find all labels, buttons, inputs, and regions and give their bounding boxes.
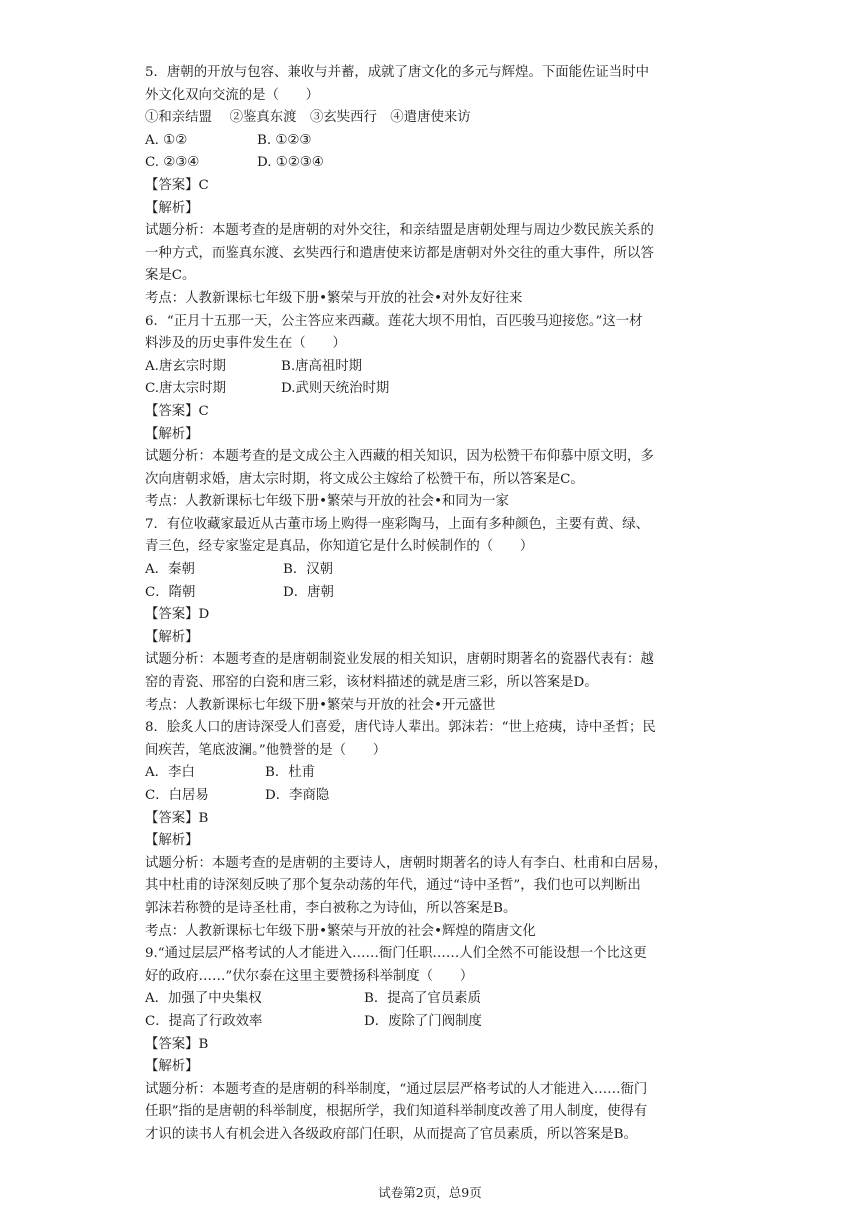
- question-stem: 间疾苦，笔底波澜。”他赞誉的是（ ）: [145, 742, 387, 758]
- analysis-text: 其中杜甫的诗深刻反映了那个复杂动荡的年代，通过“诗中圣哲”，我们也可以判断出: [145, 878, 641, 894]
- option-d: D．唐朝: [283, 584, 334, 600]
- analysis-text: 郭沫若称赞的是诗圣杜甫，李白被称之为诗仙，所以答案是B。: [145, 900, 517, 916]
- option-a: A．李白: [145, 765, 195, 781]
- option-c: C. ②③④: [145, 155, 200, 171]
- analysis-text: 试题分析：本题考查的是文成公主入西藏的相关知识，因为松赞干布仰慕中原文明，多: [145, 449, 654, 465]
- answer: 【答案】B: [145, 810, 209, 826]
- analysis-text: 窑的青瓷、邢窑的白瓷和唐三彩，该材料描述的就是唐三彩，所以答案是D。: [145, 675, 598, 691]
- kaodian: 考点：人教新课标七年级下册•繁荣与开放的社会•对外友好往来: [145, 290, 523, 306]
- option-a: A. ①②: [145, 132, 188, 148]
- question-stem: 5．唐朝的开放与包容、兼收与并蓄，成就了唐文化的多元与辉煌。下面能佐证当时中: [145, 65, 649, 80]
- analysis-text: 试题分析：本题考查的是唐朝的对外交往，和亲结盟是唐朝处理与周边少数民族关系的: [145, 223, 654, 239]
- question-7: [145, 514, 725, 717]
- option-b: B．汉朝: [283, 562, 334, 578]
- kaodian: 考点：人教新课标七年级下册•繁荣与开放的社会•开元盛世: [145, 697, 496, 713]
- question-stem: 8．脍炙人口的唐诗深受人们喜爱，唐代诗人辈出。郭沫若：“世上疮痍，诗中圣哲；民: [145, 720, 656, 736]
- question-stem: 6．“正月十五那一天，公主答应来西藏。莲花大坝不用怕，百匹骏马迎接您。”这一材: [145, 313, 643, 329]
- analysis-heading: 【解析】: [145, 833, 199, 849]
- option-row: [145, 988, 725, 1011]
- option-d: D.武则天统治时期: [281, 381, 390, 397]
- question-stem: 青三色，经专家鉴定是真品，你知道它是什么时候制作的（ ）: [145, 539, 534, 555]
- option-c: C．隋朝: [145, 584, 196, 600]
- answer: 【答案】C: [145, 403, 209, 419]
- analysis-text: 一种方式，而鉴真东渡、玄奘西行和遣唐使来访都是唐朝对外交往的重大事件，所以答: [145, 245, 654, 261]
- page-footer: 试卷第2页，总9页: [378, 1185, 482, 1200]
- analysis-heading: 【解析】: [145, 629, 199, 645]
- option-a: A．加强了中央集权: [145, 991, 262, 1007]
- option-c: C.唐太宗时期: [145, 381, 226, 397]
- option-d: D．李商隐: [265, 788, 330, 803]
- analysis-text: 次向唐朝求婚，唐太宗时期，将文成公主嫁给了松赞干布，所以答案是C。: [145, 471, 584, 487]
- option-row: [145, 1011, 725, 1034]
- question-stem: 料涉及的历史事件发生在（ ）: [145, 336, 346, 352]
- option-row: [145, 130, 725, 153]
- option-c: C．提高了行政效率: [145, 1013, 263, 1029]
- option-b: B．杜甫: [265, 765, 316, 781]
- question-6: [145, 311, 725, 514]
- option-b: B．提高了官员素质: [364, 991, 481, 1007]
- analysis-heading: 【解析】: [145, 200, 199, 216]
- analysis-text: 才识的读书人有机会进入各级政府部门任职，从而提高了官员素质，所以答案是B。: [145, 1126, 637, 1142]
- option-row: [145, 378, 725, 401]
- question-stem: 7．有位收藏家最近从古董市场上购得一座彩陶马，上面有多种颜色，主要有黄、绿、: [145, 516, 649, 532]
- question-8: [145, 717, 725, 943]
- analysis-text: 任职”指的是唐朝的科举制度，根据所学，我们知道科举制度改善了用人制度，使得有: [145, 1104, 648, 1120]
- option-row: [145, 785, 725, 808]
- analysis-text: 案是C。: [145, 268, 196, 284]
- option-d: D．废除了门阀制度: [364, 1013, 482, 1029]
- option-d: D. ①②③④: [257, 155, 324, 171]
- option-row: [145, 152, 725, 175]
- option-row: [145, 559, 725, 582]
- answer: 【答案】D: [145, 607, 210, 623]
- option-b: B. ①②③: [257, 132, 312, 148]
- option-a: A.唐玄宗时期: [145, 358, 226, 374]
- analysis-heading: 【解析】: [145, 1059, 199, 1075]
- option-a: A．秦朝: [145, 562, 195, 578]
- question-9: [145, 943, 725, 1146]
- option-row: [145, 356, 725, 379]
- analysis-text: 试题分析：本题考查的是唐朝的主要诗人，唐朝时期著名的诗人有李白、杜甫和白居易，: [145, 855, 668, 871]
- analysis-text: 试题分析：本题考查的是唐朝的科举制度，“通过层层严格考试的人才能进入……衙门: [145, 1081, 648, 1097]
- option-b: B.唐高祖时期: [281, 358, 363, 374]
- answer: 【答案】B: [145, 1036, 209, 1052]
- answer: 【答案】C: [145, 177, 209, 193]
- exam-page: [145, 62, 725, 1147]
- option-row: [145, 762, 725, 785]
- option-row: [145, 582, 725, 605]
- question-stem: 好的政府……”伏尔泰在这里主要赞扬科举制度（ ）: [145, 968, 474, 984]
- analysis-heading: 【解析】: [145, 426, 199, 442]
- option-c: C．白居易: [145, 788, 209, 803]
- question-stem: 9.“通过层层严格考试的人才能进入……衙门任职……人们全然不可能设想一个比这更: [145, 946, 647, 962]
- question-items: ①和亲结盟 ②鉴真东渡 ③玄奘西行 ④遣唐使来访: [145, 110, 471, 126]
- kaodian: 考点：人教新课标七年级下册•繁荣与开放的社会•辉煌的隋唐文化: [145, 923, 536, 939]
- question-5: [145, 62, 725, 311]
- kaodian: 考点：人教新课标七年级下册•繁荣与开放的社会•和同为一家: [145, 494, 509, 510]
- analysis-text: 试题分析：本题考查的是唐朝制瓷业发展的相关知识，唐朝时期著名的瓷器代表有：越: [145, 652, 654, 668]
- question-stem: 外文化双向交流的是（ ）: [145, 87, 320, 103]
